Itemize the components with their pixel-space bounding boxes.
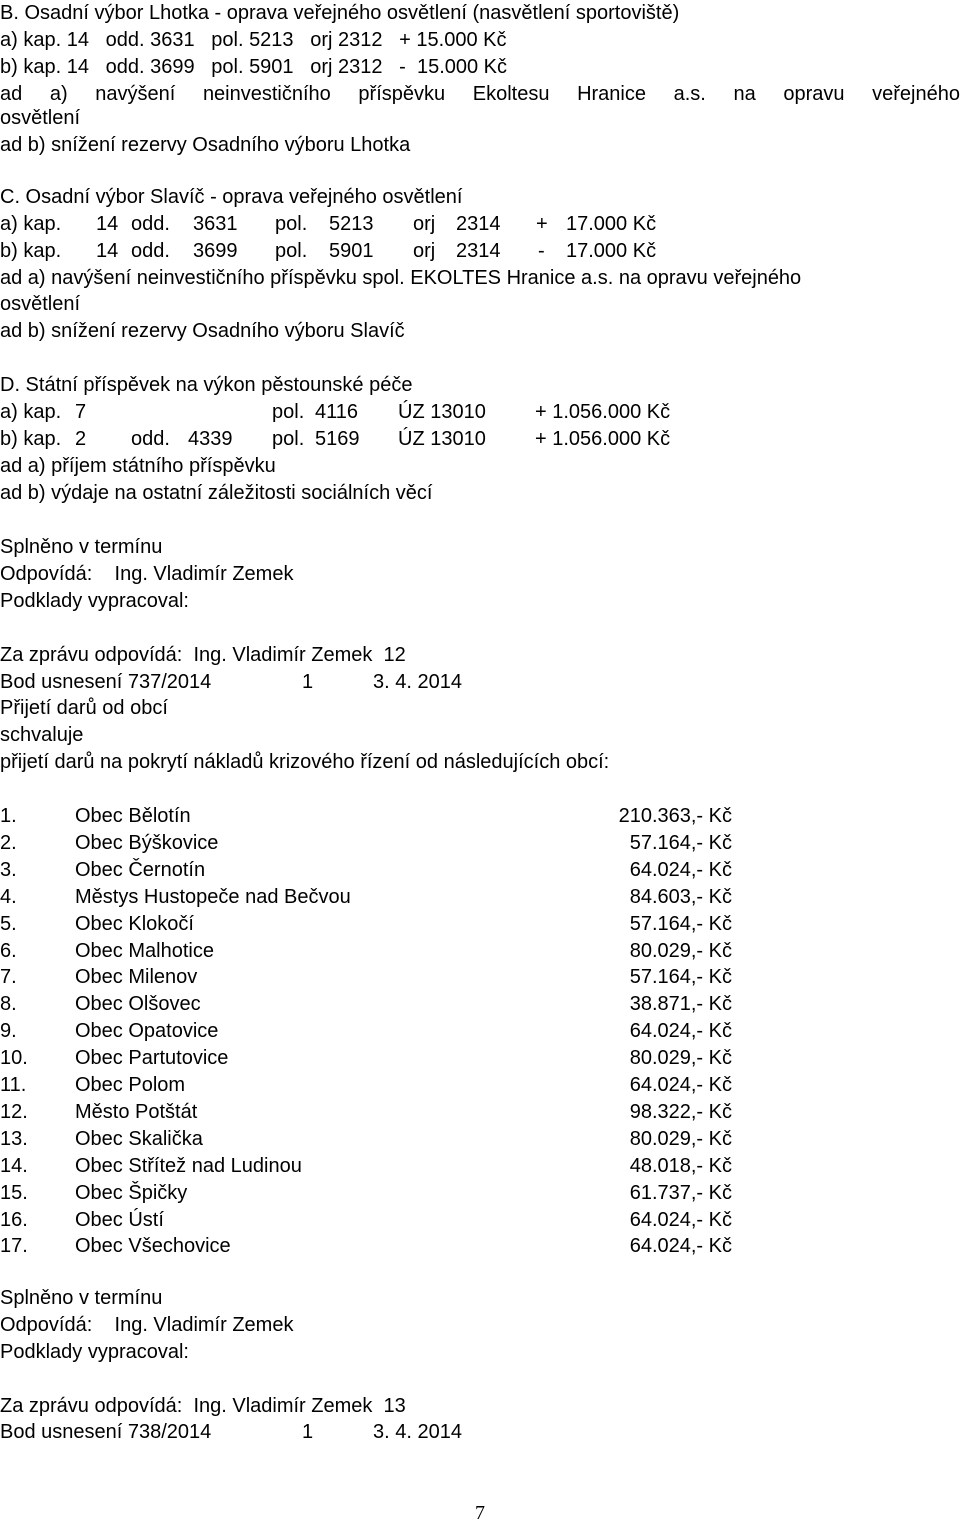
resolution-date: 3. 4. 2014 xyxy=(373,1421,462,1443)
field-pol: pol. xyxy=(275,213,308,235)
donation-number: 1. xyxy=(0,805,17,827)
field-kap: a) kap. xyxy=(0,213,62,235)
field-kap-value: 14 xyxy=(96,213,119,235)
donation-municipality: Obec Všechovice xyxy=(75,1235,231,1258)
field-pol-value: 5901 xyxy=(329,240,374,262)
word: neinvestičního xyxy=(202,83,331,105)
donation-municipality: Obec Ústí xyxy=(75,1208,164,1231)
field-kap: a) kap. xyxy=(0,401,62,423)
donation-number: 9. xyxy=(0,1020,17,1043)
donation-amount: 38.871,- Kč xyxy=(629,993,732,1016)
donation-number: 3. xyxy=(0,858,17,881)
resolution-item: 1 xyxy=(302,1421,314,1443)
donation-municipality: Obec Polom xyxy=(75,1074,186,1096)
section-b-ad-b: ad b) snížení rezervy Osadního výboru Lhotka xyxy=(0,134,411,156)
donation-municipality: Obec Olšovec xyxy=(75,993,201,1016)
field-kap: b) kap. xyxy=(0,428,62,450)
donation-row xyxy=(0,991,960,1018)
donation-row xyxy=(0,1207,960,1234)
field-pol-value: 4116 xyxy=(315,401,359,423)
section-b-ad-a-cont: osvětlení xyxy=(0,107,81,129)
donation-amount: 84.603,- Kč xyxy=(629,885,732,908)
field-odd: odd. xyxy=(131,213,170,235)
word: Hranice xyxy=(577,83,646,105)
donation-municipality: Obec Klokočí xyxy=(75,912,194,935)
donation-number: 15. xyxy=(0,1181,28,1204)
donation-municipality: Městys Hustopeče nad Bečvou xyxy=(75,885,351,908)
donation-row xyxy=(0,1153,960,1180)
donation-row xyxy=(0,911,960,938)
donation-municipality: Obec Špičky xyxy=(75,1181,188,1204)
section-d-heading: D. Státní příspěvek na výkon pěstounské péče xyxy=(0,374,413,396)
donation-amount: 64.024,- Kč xyxy=(629,1208,732,1231)
donation-row xyxy=(0,857,960,884)
donation-number: 13. xyxy=(0,1127,28,1150)
donation-amount: 64.024,- Kč xyxy=(629,858,732,881)
donation-municipality: Obec Malhotice xyxy=(75,939,214,962)
responsible-person: Odpovídá: Ing. Vladimír Zemek xyxy=(0,563,294,585)
donation-number: 12. xyxy=(0,1100,28,1123)
field-odd-value: 3631 xyxy=(193,213,238,235)
fulfilled-status: Splněno v termínu xyxy=(0,536,163,558)
section-d-ad-a: ad a) příjem státního příspěvku xyxy=(0,455,276,477)
report-responsible: Za zprávu odpovídá: Ing. Vladimír Zemek 13 xyxy=(0,1395,406,1417)
field-sign: + xyxy=(536,213,548,235)
field-odd-value: 4339 xyxy=(188,428,233,450)
section-b-line-b: b) kap. 14 odd. 3699 pol. 5901 orj 2312 - 15.000 Kč xyxy=(0,56,508,78)
donation-amount: 98.322,- Kč xyxy=(629,1100,732,1123)
donation-number: 6. xyxy=(0,939,17,962)
field-kap-value: 7 xyxy=(75,401,87,423)
field-odd-value: 3699 xyxy=(193,240,238,262)
donation-amount: 64.024,- Kč xyxy=(629,1074,732,1096)
donation-amount: 57.164,- Kč xyxy=(629,831,732,854)
resolution-text: přijetí darů na pokrytí nákladů krizového řízení od následujících obcí: xyxy=(0,751,610,773)
section-b-line-a: a) kap. 14 odd. 3631 pol. 5213 orj 2312 + 15.000 Kč xyxy=(0,29,507,51)
field-uz: ÚZ 13010 xyxy=(398,401,486,423)
field-pol-value: 5213 xyxy=(329,213,374,235)
word: příspěvku xyxy=(358,83,446,105)
resolution-date: 3. 4. 2014 xyxy=(373,671,462,693)
report-responsible: Za zprávu odpovídá: Ing. Vladimír Zemek 12 xyxy=(0,644,406,666)
field-orj: orj xyxy=(413,213,436,235)
section-d-ad-b: ad b) výdaje na ostatní záležitosti sociálních věcí xyxy=(0,482,433,504)
field-orj: orj xyxy=(413,240,436,262)
donation-row xyxy=(0,1045,960,1072)
donation-municipality: Obec Milenov xyxy=(75,966,198,989)
page-number: 7 xyxy=(475,1502,485,1524)
donation-amount: 61.737,- Kč xyxy=(629,1181,732,1204)
donation-municipality: Obec Černotín xyxy=(75,858,206,881)
word: opravu xyxy=(783,83,845,105)
word: veřejného xyxy=(872,83,960,105)
section-b-heading: B. Osadní výbor Lhotka - oprava veřejného osvětlení (nasvětlení sportoviště) xyxy=(0,2,680,24)
field-orj-value: 2314 xyxy=(456,240,501,262)
word: na xyxy=(733,83,756,105)
donation-row xyxy=(0,1126,960,1153)
section-c-ad-a-cont: osvětlení xyxy=(0,293,81,315)
field-sign: - xyxy=(538,240,545,262)
donation-number: 8. xyxy=(0,993,17,1016)
resolution-verb: schvaluje xyxy=(0,724,84,746)
donation-row xyxy=(0,1180,960,1207)
responsible-person: Odpovídá: Ing. Vladimír Zemek xyxy=(0,1314,294,1336)
donation-amount: 80.029,- Kč xyxy=(629,939,732,962)
donation-row xyxy=(0,884,960,911)
donation-amount: 57.164,- Kč xyxy=(629,966,732,989)
donation-number: 7. xyxy=(0,966,17,989)
donation-municipality: Obec Střítež nad Ludinou xyxy=(75,1154,302,1177)
donation-amount: 80.029,- Kč xyxy=(629,1127,732,1150)
donation-number: 2. xyxy=(0,831,17,854)
field-uz: ÚZ 13010 xyxy=(398,428,486,450)
field-pol: pol. xyxy=(272,401,305,423)
prepared-by: Podklady vypracoval: xyxy=(0,590,189,612)
word: ad xyxy=(0,83,23,105)
donation-municipality: Obec Bělotín xyxy=(75,805,191,827)
word: a.s. xyxy=(673,83,706,105)
section-b-ad-a xyxy=(0,81,960,108)
donation-municipality: Město Potštát xyxy=(75,1100,198,1123)
donation-municipality: Obec Opatovice xyxy=(75,1020,219,1043)
resolution-number: Bod usnesení 738/2014 xyxy=(0,1421,212,1443)
field-kap: b) kap. xyxy=(0,240,62,262)
section-c-heading: C. Osadní výbor Slavíč - oprava veřejného osvětlení xyxy=(0,186,463,208)
donation-amount: 80.029,- Kč xyxy=(629,1047,732,1070)
donation-amount: 64.024,- Kč xyxy=(629,1235,732,1258)
field-amount: + 1.056.000 Kč xyxy=(535,401,671,423)
resolution-item: 1 xyxy=(302,671,314,693)
fulfilled-status: Splněno v termínu xyxy=(0,1287,163,1309)
donation-row xyxy=(0,938,960,965)
resolution-title: Přijetí darů od obcí xyxy=(0,697,168,719)
donation-row xyxy=(0,964,960,991)
donation-number: 5. xyxy=(0,912,17,935)
donation-amount: 48.018,- Kč xyxy=(629,1154,732,1177)
donation-amount: 210.363,- Kč xyxy=(618,805,732,827)
donation-number: 11. xyxy=(0,1074,27,1096)
donation-municipality: Obec Skalička xyxy=(75,1127,203,1150)
word: navýšení xyxy=(95,83,176,105)
donation-row xyxy=(0,1233,960,1260)
field-amount: 17.000 Kč xyxy=(566,240,657,262)
field-odd: odd. xyxy=(131,428,170,450)
field-amount: + 1.056.000 Kč xyxy=(535,428,671,450)
field-kap-value: 14 xyxy=(96,240,119,262)
donation-number: 14. xyxy=(0,1154,28,1177)
section-c-ad-b: ad b) snížení rezervy Osadního výboru Slavíč xyxy=(0,320,405,342)
field-odd: odd. xyxy=(131,240,170,262)
resolution-number: Bod usnesení 737/2014 xyxy=(0,671,212,693)
donation-amount: 64.024,- Kč xyxy=(629,1020,732,1043)
donation-amount: 57.164,- Kč xyxy=(629,912,732,935)
donation-municipality: Obec Partutovice xyxy=(75,1047,229,1070)
field-orj-value: 2314 xyxy=(456,213,501,235)
donation-number: 4. xyxy=(0,885,17,908)
donation-row xyxy=(0,830,960,857)
field-pol: pol. xyxy=(275,240,308,262)
donation-municipality: Obec Býškovice xyxy=(75,831,219,854)
word: Ekoltesu xyxy=(472,83,550,105)
field-amount: 17.000 Kč xyxy=(566,213,657,235)
donation-row xyxy=(0,1072,960,1099)
field-pol: pol. xyxy=(272,428,305,450)
donation-number: 16. xyxy=(0,1208,28,1231)
word: a) xyxy=(49,83,68,105)
donation-number: 17. xyxy=(0,1235,28,1258)
donation-number: 10. xyxy=(0,1047,28,1070)
donation-row xyxy=(0,1018,960,1045)
section-c-ad-a: ad a) navýšení neinvestičního příspěvku spol. EKOLTES Hranice a.s. na opravu veřejného xyxy=(0,267,802,289)
donation-row xyxy=(0,803,960,830)
donation-row xyxy=(0,1099,960,1126)
prepared-by: Podklady vypracoval: xyxy=(0,1341,189,1363)
field-kap-value: 2 xyxy=(75,428,87,450)
field-pol-value: 5169 xyxy=(315,428,360,450)
